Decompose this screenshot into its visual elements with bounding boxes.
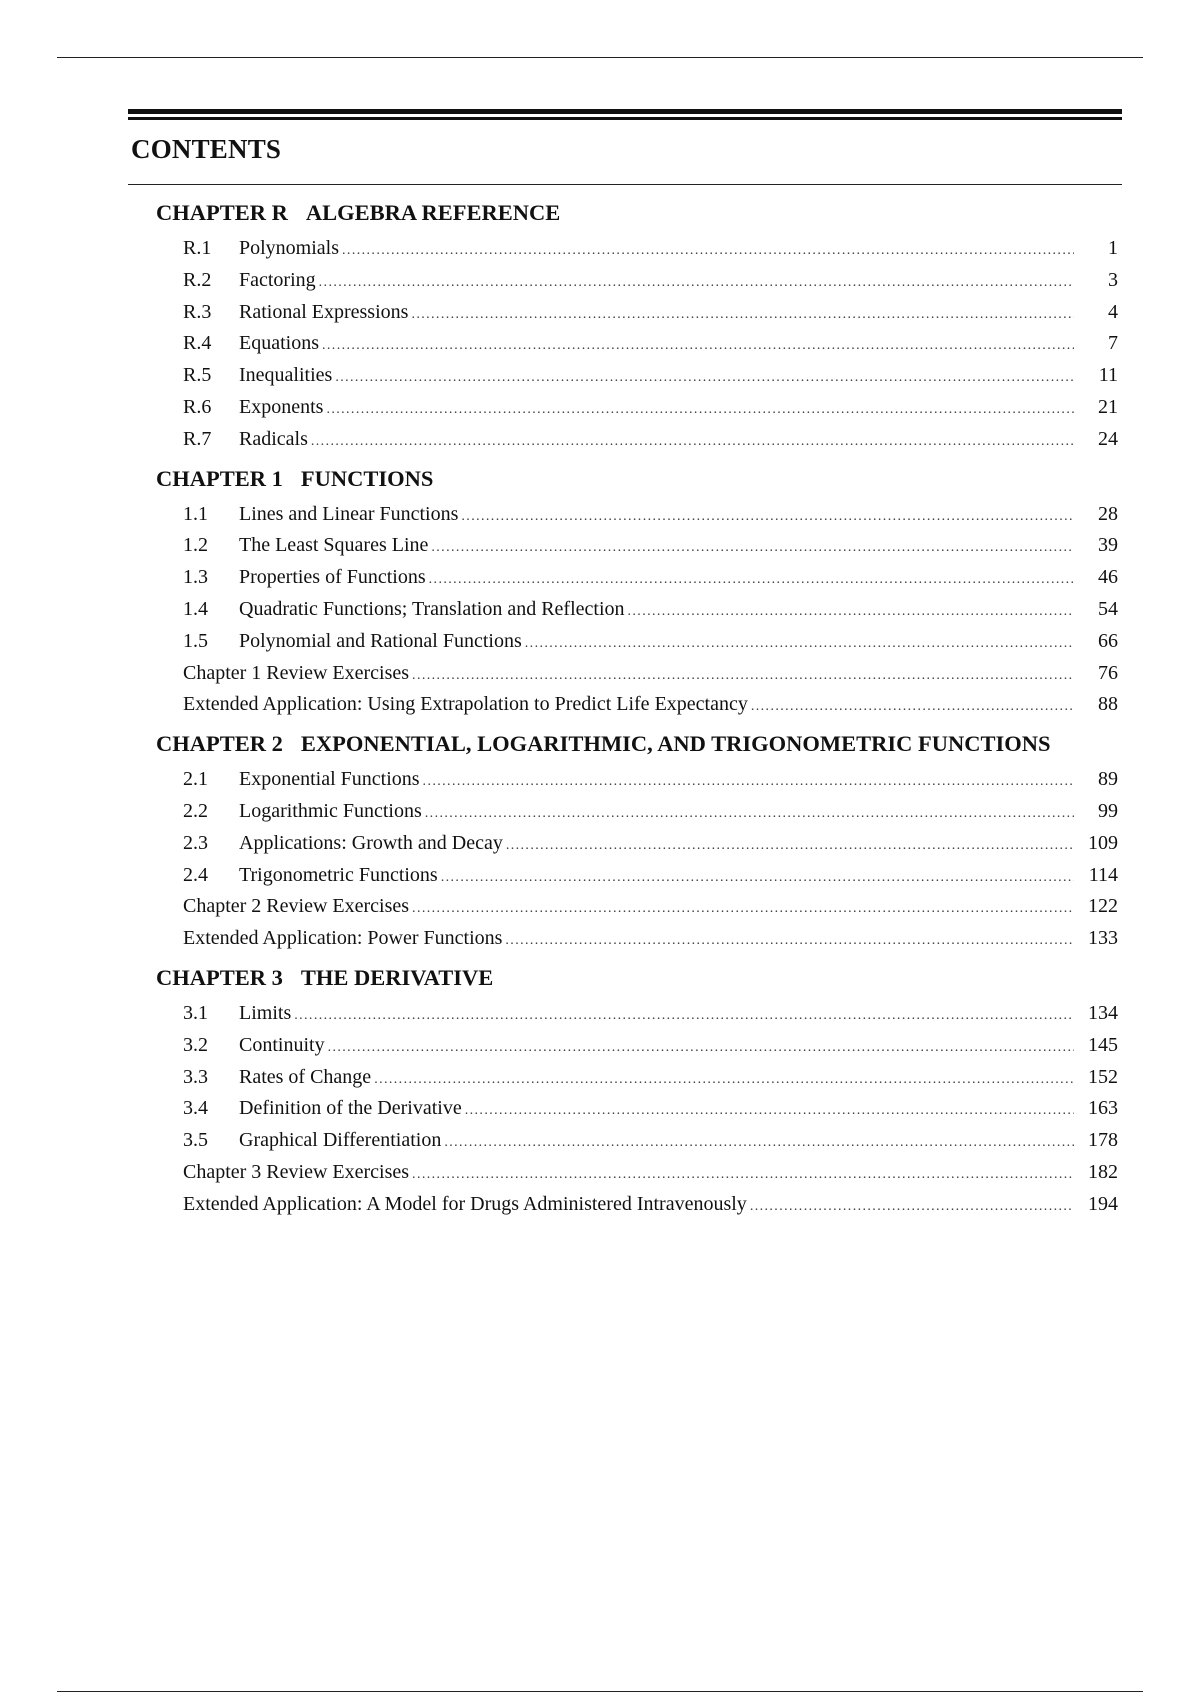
entry-title: Extended Application: Power Functions <box>183 927 503 950</box>
page-number: 194 <box>1088 1192 1118 1215</box>
page-bottom-rule <box>57 1691 1143 1692</box>
page-top-rule <box>57 57 1143 58</box>
dot-leader <box>374 1064 1074 1096</box>
page-number: 133 <box>1088 927 1118 950</box>
section-number: R.6 <box>183 395 212 418</box>
page-number: 76 <box>1098 661 1118 684</box>
page-number: 114 <box>1088 863 1118 886</box>
entry-title: Lines and Linear Functions <box>239 502 459 525</box>
dot-leader <box>505 925 1074 957</box>
header-double-rule <box>128 109 1122 119</box>
toc-entry[interactable] <box>156 392 1118 424</box>
page-number: 122 <box>1088 895 1118 918</box>
entry-title: Chapter 3 Review Exercises <box>183 1160 410 1183</box>
entry-title: Polynomials <box>239 237 340 259</box>
chapter-entries <box>156 499 1118 722</box>
dot-leader <box>412 660 1074 692</box>
section-number: 3.3 <box>183 1065 208 1088</box>
chapter-section <box>156 961 1118 1221</box>
page-number: 54 <box>1098 597 1118 620</box>
section-number: 1.2 <box>183 534 208 557</box>
entry-title: Rational Expressions <box>239 300 409 323</box>
section-number: R.7 <box>183 427 212 450</box>
entry-title: Inequalities <box>239 364 333 387</box>
entry-title: Definition of the Derivative <box>239 1097 462 1120</box>
entry-title: Logarithmic Functions <box>239 799 422 822</box>
section-number: 1.3 <box>183 566 208 589</box>
page-title: CONTENTS <box>131 134 282 164</box>
toc-entry[interactable] <box>156 1157 1118 1189</box>
chapter-heading <box>156 727 1118 760</box>
dot-leader <box>444 1127 1074 1159</box>
page-number: 46 <box>1098 566 1118 589</box>
page-number: 109 <box>1088 831 1118 854</box>
chapter-section <box>156 196 1118 456</box>
toc-entry[interactable] <box>156 689 1118 721</box>
page-number: 134 <box>1088 1001 1118 1024</box>
entry-title: Chapter 1 Review Exercises <box>183 661 410 684</box>
toc-entry[interactable] <box>156 626 1118 658</box>
page-number: 178 <box>1088 1129 1118 1152</box>
page-number: 89 <box>1098 768 1118 791</box>
page-number: 163 <box>1088 1097 1118 1120</box>
chapter-entries <box>156 233 1118 456</box>
chapter-title: FUNCTIONS <box>300 465 434 491</box>
section-number: R.2 <box>183 268 212 291</box>
chapter-heading <box>156 961 1118 994</box>
page-number: 7 <box>1108 332 1118 355</box>
dot-leader <box>506 830 1074 862</box>
page-number: 88 <box>1098 693 1118 716</box>
page-number: 145 <box>1088 1033 1118 1056</box>
dot-leader <box>412 893 1074 925</box>
chapter-entries <box>156 764 1118 955</box>
entry-title: Extended Application: A Model for Drugs Administered Intravenously <box>183 1192 747 1215</box>
toc-entry[interactable] <box>156 562 1118 594</box>
chapter-number: CHAPTER 2 <box>156 731 283 757</box>
section-number: 3.4 <box>183 1097 208 1120</box>
entry-title: Applications: Growth and Decay <box>239 831 503 854</box>
toc-entry[interactable] <box>156 1030 1118 1062</box>
dot-leader <box>431 532 1074 564</box>
section-number: R.5 <box>183 364 212 387</box>
section-number: 3.2 <box>183 1033 208 1056</box>
table-of-contents <box>156 196 1118 1227</box>
entry-title: Chapter 2 Review Exercises <box>183 895 410 918</box>
dot-leader <box>411 299 1074 331</box>
chapter-entries <box>156 998 1118 1221</box>
section-number: R.3 <box>183 300 212 323</box>
page-number: 182 <box>1088 1160 1118 1183</box>
entry-title: Polynomial and Rational Functions <box>239 629 522 652</box>
entry-title: Exponents <box>239 395 324 418</box>
toc-entry[interactable] <box>156 594 1118 626</box>
section-number: R.1 <box>183 237 212 259</box>
chapter-title: EXPONENTIAL, LOGARITHMIC, AND TRIGONOMETRIC FUNCTIONS <box>300 731 1051 757</box>
toc-entry[interactable] <box>156 796 1118 828</box>
toc-entry[interactable] <box>156 764 1118 796</box>
dot-leader <box>465 1095 1074 1127</box>
section-number: 2.1 <box>183 768 208 791</box>
page-number: 21 <box>1098 395 1118 418</box>
page-number: 11 <box>1098 364 1118 387</box>
entry-title: Graphical Differentiation <box>239 1129 442 1152</box>
section-number: 2.3 <box>183 831 208 854</box>
entry-title: Continuity <box>239 1033 325 1056</box>
toc-entry[interactable] <box>156 828 1118 860</box>
dot-leader <box>326 394 1074 426</box>
page-number: 3 <box>1108 268 1118 291</box>
title-rule <box>128 184 1122 185</box>
chapter-section <box>156 727 1118 955</box>
dot-leader <box>342 235 1074 267</box>
chapter-heading <box>156 196 1118 229</box>
dot-leader <box>461 501 1074 533</box>
page-number: 99 <box>1098 799 1118 822</box>
toc-entry[interactable] <box>156 328 1118 360</box>
section-number: 3.1 <box>183 1001 208 1024</box>
page-number: 28 <box>1098 502 1118 525</box>
dot-leader <box>311 426 1074 458</box>
dot-leader <box>328 1032 1074 1064</box>
dot-leader <box>319 267 1074 299</box>
toc-entry[interactable] <box>156 860 1118 892</box>
toc-entry[interactable] <box>156 424 1118 456</box>
chapter-section <box>156 462 1118 722</box>
entry-title: Rates of Change <box>239 1065 372 1088</box>
page-number: 1 <box>1108 237 1118 259</box>
page-number: 66 <box>1098 629 1118 652</box>
section-number: 1.4 <box>183 597 208 620</box>
dot-leader <box>423 766 1074 798</box>
entry-title: Trigonometric Functions <box>239 863 438 886</box>
entry-title: Limits <box>239 1001 292 1024</box>
entry-title: Equations <box>239 332 319 355</box>
section-number: 1.5 <box>183 629 208 652</box>
toc-entry[interactable] <box>156 265 1118 297</box>
chapter-number: CHAPTER 3 <box>156 964 283 990</box>
entry-title: Extended Application: Using Extrapolation to Predict Life Expectancy <box>183 693 748 716</box>
entry-title: Exponential Functions <box>239 768 420 791</box>
dot-leader <box>525 628 1074 660</box>
dot-leader <box>441 862 1074 894</box>
section-number: 1.1 <box>183 502 208 525</box>
toc-entry[interactable] <box>156 233 1118 265</box>
dot-leader <box>335 362 1074 394</box>
toc-entry[interactable] <box>156 1125 1118 1157</box>
toc-entry[interactable] <box>156 1189 1118 1221</box>
toc-entry[interactable] <box>156 297 1118 329</box>
toc-entry[interactable] <box>156 891 1118 923</box>
page-number: 39 <box>1098 534 1118 557</box>
toc-entry[interactable] <box>156 998 1118 1030</box>
toc-entry[interactable] <box>156 923 1118 955</box>
dot-leader <box>429 564 1074 596</box>
dot-leader <box>425 798 1074 830</box>
dot-leader <box>294 1000 1074 1032</box>
chapter-heading <box>156 462 1118 495</box>
toc-entry[interactable] <box>156 530 1118 562</box>
dot-leader <box>751 691 1074 723</box>
dot-leader <box>322 330 1074 362</box>
section-number: 3.5 <box>183 1129 208 1152</box>
toc-entry[interactable] <box>156 360 1118 392</box>
entry-title: Factoring <box>239 268 316 291</box>
toc-entry[interactable] <box>156 658 1118 690</box>
dot-leader <box>412 1159 1074 1191</box>
page-number: 24 <box>1098 427 1118 450</box>
toc-entry[interactable] <box>156 499 1118 531</box>
toc-entry[interactable] <box>156 1062 1118 1094</box>
dot-leader <box>628 596 1075 628</box>
page-number: 152 <box>1088 1065 1118 1088</box>
section-number: 2.4 <box>183 863 208 886</box>
entry-title: The Least Squares Line <box>239 534 429 557</box>
page-number: 4 <box>1108 300 1118 323</box>
dot-leader <box>750 1191 1074 1223</box>
chapter-title: THE DERIVATIVE <box>300 964 494 990</box>
entry-title: Radicals <box>239 427 308 450</box>
chapter-title: ALGEBRA REFERENCE <box>305 200 561 225</box>
entry-title: Properties of Functions <box>239 566 426 589</box>
chapter-number: CHAPTER 1 <box>156 465 283 491</box>
section-number: 2.2 <box>183 799 208 822</box>
toc-entry[interactable] <box>156 1093 1118 1125</box>
section-number: R.4 <box>183 332 212 355</box>
entry-title: Quadratic Functions; Translation and Reflection <box>239 597 625 620</box>
chapter-number: CHAPTER R <box>156 200 288 225</box>
